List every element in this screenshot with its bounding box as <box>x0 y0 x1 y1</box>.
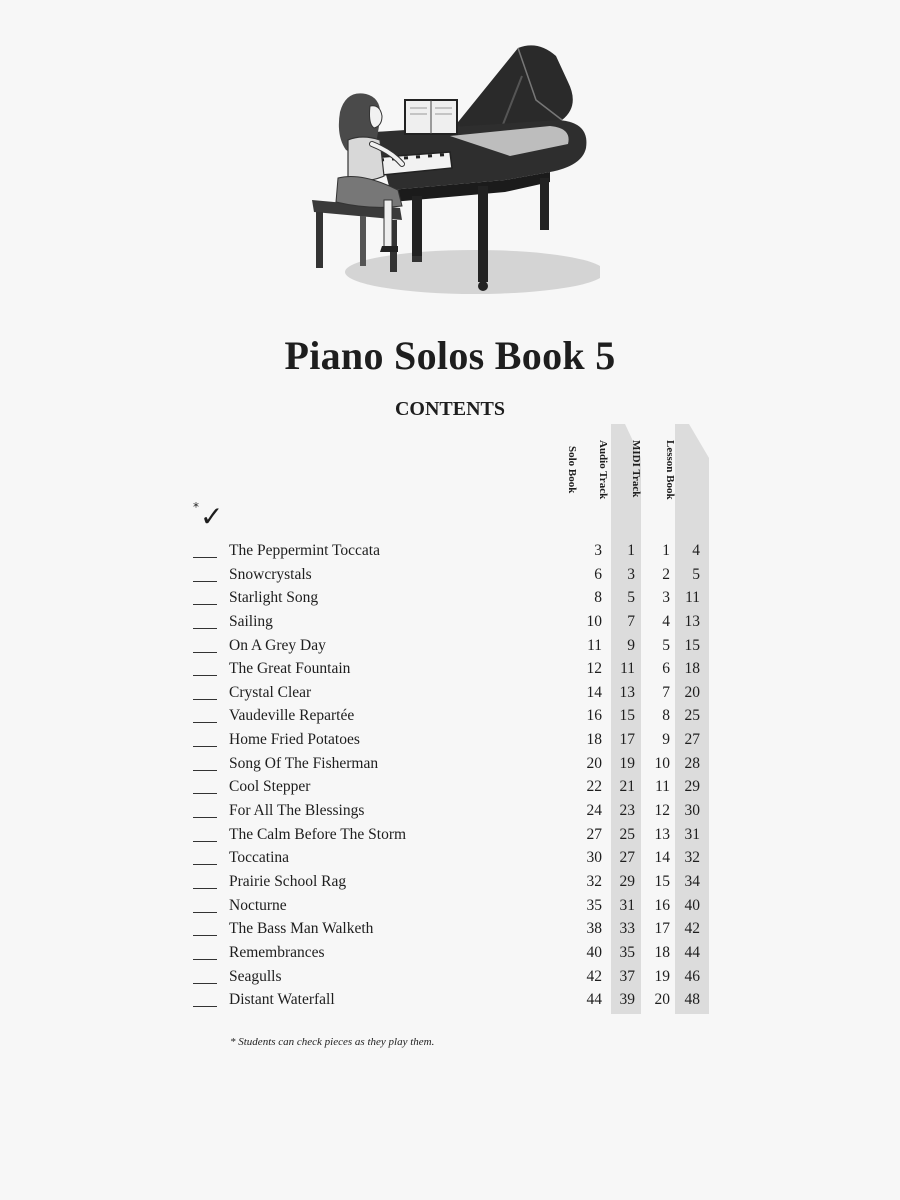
checkmark-icon: ✓ <box>200 500 224 533</box>
check-blank[interactable] <box>193 1006 217 1007</box>
song-title: The Bass Man Walketh <box>229 920 374 938</box>
contents-row <box>0 564 900 588</box>
midi-track-number: 14 <box>654 849 670 867</box>
song-title: Nocturne <box>229 896 287 914</box>
contents-row <box>0 918 900 942</box>
contents-row <box>0 540 900 564</box>
solo-book-page: 8 <box>594 589 602 607</box>
column-header-lesson-book: Lesson Book <box>664 440 676 500</box>
column-header-audio-track: Audio Track <box>597 440 609 500</box>
piano-illustration <box>300 40 600 300</box>
lesson-book-page: 20 <box>684 683 700 701</box>
lesson-book-page: 11 <box>685 589 700 607</box>
check-blank[interactable] <box>193 793 217 794</box>
lesson-book-page: 25 <box>684 707 700 725</box>
check-blank[interactable] <box>193 746 217 747</box>
lesson-book-page: 18 <box>684 660 700 678</box>
audio-track-number: 33 <box>619 920 635 938</box>
contents-row <box>0 966 900 990</box>
check-blank[interactable] <box>193 912 217 913</box>
solo-book-page: 40 <box>586 943 602 961</box>
song-title: Sailing <box>229 612 273 630</box>
lesson-book-page: 48 <box>684 991 700 1009</box>
midi-track-number: 5 <box>662 636 670 654</box>
solo-book-page: 44 <box>586 991 602 1009</box>
lesson-book-page: 42 <box>684 920 700 938</box>
song-title: Snowcrystals <box>229 565 312 583</box>
check-blank[interactable] <box>193 841 217 842</box>
lesson-book-page: 46 <box>684 967 700 985</box>
contents-row <box>0 800 900 824</box>
song-title: Remembrances <box>229 943 325 961</box>
song-title: Toccatina <box>229 849 290 867</box>
lesson-book-page: 32 <box>684 849 700 867</box>
song-title: On A Grey Day <box>229 636 326 654</box>
midi-track-number: 10 <box>654 754 670 772</box>
midi-track-number: 15 <box>654 872 670 890</box>
check-blank[interactable] <box>193 722 217 723</box>
check-blank[interactable] <box>193 935 217 936</box>
solo-book-page: 30 <box>586 849 602 867</box>
check-blank[interactable] <box>193 983 217 984</box>
contents-row <box>0 587 900 611</box>
audio-track-number: 3 <box>627 565 635 583</box>
audio-track-number: 7 <box>627 612 635 630</box>
footnote: * Students can check pieces as they play them. <box>230 1036 435 1048</box>
column-header-midi-track: MIDI Track <box>630 440 642 498</box>
midi-track-number: 11 <box>655 778 670 796</box>
lesson-book-page: 28 <box>684 754 700 772</box>
lesson-book-page: 13 <box>684 612 700 630</box>
midi-track-number: 13 <box>654 825 670 843</box>
contents-row <box>0 682 900 706</box>
solo-book-page: 22 <box>586 778 602 796</box>
contents-heading: CONTENTS <box>394 398 506 420</box>
audio-track-number: 37 <box>619 967 635 985</box>
solo-book-page: 3 <box>594 542 602 559</box>
song-title: Home Fried Potatoes <box>229 731 360 749</box>
contents-row <box>0 824 900 848</box>
contents-row <box>0 753 900 777</box>
solo-book-page: 18 <box>586 731 602 749</box>
audio-track-number: 17 <box>619 731 635 749</box>
audio-track-number: 29 <box>619 872 635 890</box>
midi-track-number: 18 <box>654 943 670 961</box>
lesson-book-page: 5 <box>692 565 700 583</box>
check-blank[interactable] <box>193 864 217 865</box>
check-blank[interactable] <box>193 581 217 582</box>
audio-track-number: 31 <box>619 896 635 914</box>
check-blank[interactable] <box>193 888 217 889</box>
midi-track-number: 17 <box>654 920 670 938</box>
audio-track-number: 39 <box>619 991 635 1009</box>
contents-row <box>0 847 900 871</box>
song-title: Cool Stepper <box>229 778 311 796</box>
lesson-book-page: 44 <box>684 943 700 961</box>
solo-book-page: 14 <box>586 683 602 701</box>
song-title: The Peppermint Toccata <box>229 542 380 559</box>
audio-track-number: 23 <box>619 802 635 820</box>
asterisk: * <box>193 500 199 514</box>
song-title: Vaudeville Repartée <box>229 707 355 725</box>
solo-book-page: 11 <box>587 636 602 654</box>
column-header-solo-book: Solo Book <box>566 446 578 494</box>
solo-book-page: 24 <box>586 802 602 820</box>
lesson-book-page: 34 <box>684 872 700 890</box>
audio-track-number: 5 <box>627 589 635 607</box>
solo-book-page: 42 <box>586 967 602 985</box>
check-blank[interactable] <box>193 699 217 700</box>
song-title: Song Of The Fisherman <box>229 754 379 772</box>
song-title: The Great Fountain <box>229 660 351 678</box>
lesson-book-page: 4 <box>692 542 700 559</box>
audio-track-number: 13 <box>619 683 635 701</box>
audio-track-number: 35 <box>619 943 635 961</box>
solo-book-page: 20 <box>586 754 602 772</box>
song-title: Distant Waterfall <box>229 991 335 1009</box>
song-title: Crystal Clear <box>229 683 312 701</box>
song-title: Seagulls <box>229 967 282 985</box>
contents-row <box>0 611 900 635</box>
solo-book-page: 32 <box>586 872 602 890</box>
lesson-book-page: 30 <box>684 802 700 820</box>
lesson-book-page: 40 <box>684 896 700 914</box>
audio-track-number: 25 <box>619 825 635 843</box>
check-blank[interactable] <box>193 770 217 771</box>
audio-track-number: 9 <box>627 636 635 654</box>
check-blank[interactable] <box>193 959 217 960</box>
contents-row <box>0 635 900 659</box>
midi-track-number: 4 <box>662 612 670 630</box>
page-title: Piano Solos Book 5 <box>284 333 616 378</box>
lesson-book-page: 27 <box>684 731 700 749</box>
song-title: Starlight Song <box>229 589 319 607</box>
solo-book-page: 38 <box>586 920 602 938</box>
audio-track-number: 21 <box>619 778 635 796</box>
midi-track-number: 16 <box>654 896 670 914</box>
check-blank[interactable] <box>193 557 217 558</box>
check-legend <box>193 500 223 533</box>
solo-book-page: 16 <box>586 707 602 725</box>
contents-row <box>0 989 900 1013</box>
contents-row <box>0 729 900 753</box>
check-blank[interactable] <box>193 628 217 629</box>
audio-track-number: 11 <box>620 660 635 678</box>
audio-track-number: 19 <box>619 754 635 772</box>
midi-track-number: 8 <box>662 707 670 725</box>
song-title: For All The Blessings <box>229 802 365 820</box>
solo-book-page: 10 <box>586 612 602 630</box>
check-blank[interactable] <box>193 652 217 653</box>
contents-row <box>0 942 900 966</box>
solo-book-page: 6 <box>594 565 602 583</box>
contents-row <box>0 658 900 682</box>
check-blank[interactable] <box>193 604 217 605</box>
midi-track-number: 1 <box>662 542 670 559</box>
check-blank[interactable] <box>193 817 217 818</box>
midi-track-number: 20 <box>654 991 670 1009</box>
contents-row <box>0 871 900 895</box>
contents-row <box>0 895 900 919</box>
solo-book-page: 27 <box>586 825 602 843</box>
audio-track-number: 27 <box>619 849 635 867</box>
solo-book-page: 12 <box>586 660 602 678</box>
lesson-book-page: 15 <box>684 636 700 654</box>
midi-track-number: 12 <box>654 802 670 820</box>
midi-track-number: 19 <box>654 967 670 985</box>
audio-track-number: 15 <box>619 707 635 725</box>
lesson-book-page: 29 <box>684 778 700 796</box>
song-title: The Calm Before The Storm <box>229 825 407 843</box>
midi-track-number: 7 <box>662 683 670 701</box>
contents-row <box>0 776 900 800</box>
check-blank[interactable] <box>193 675 217 676</box>
midi-track-number: 2 <box>662 565 670 583</box>
solo-book-page: 35 <box>586 896 602 914</box>
contents-row <box>0 705 900 729</box>
midi-track-number: 9 <box>662 731 670 749</box>
column-bands-header <box>600 418 720 528</box>
audio-track-number: 1 <box>627 542 635 559</box>
midi-track-number: 6 <box>662 660 670 678</box>
contents-list <box>0 540 900 1013</box>
song-title: Prairie School Rag <box>229 872 347 890</box>
lesson-book-page: 31 <box>684 825 700 843</box>
midi-track-number: 3 <box>662 589 670 607</box>
